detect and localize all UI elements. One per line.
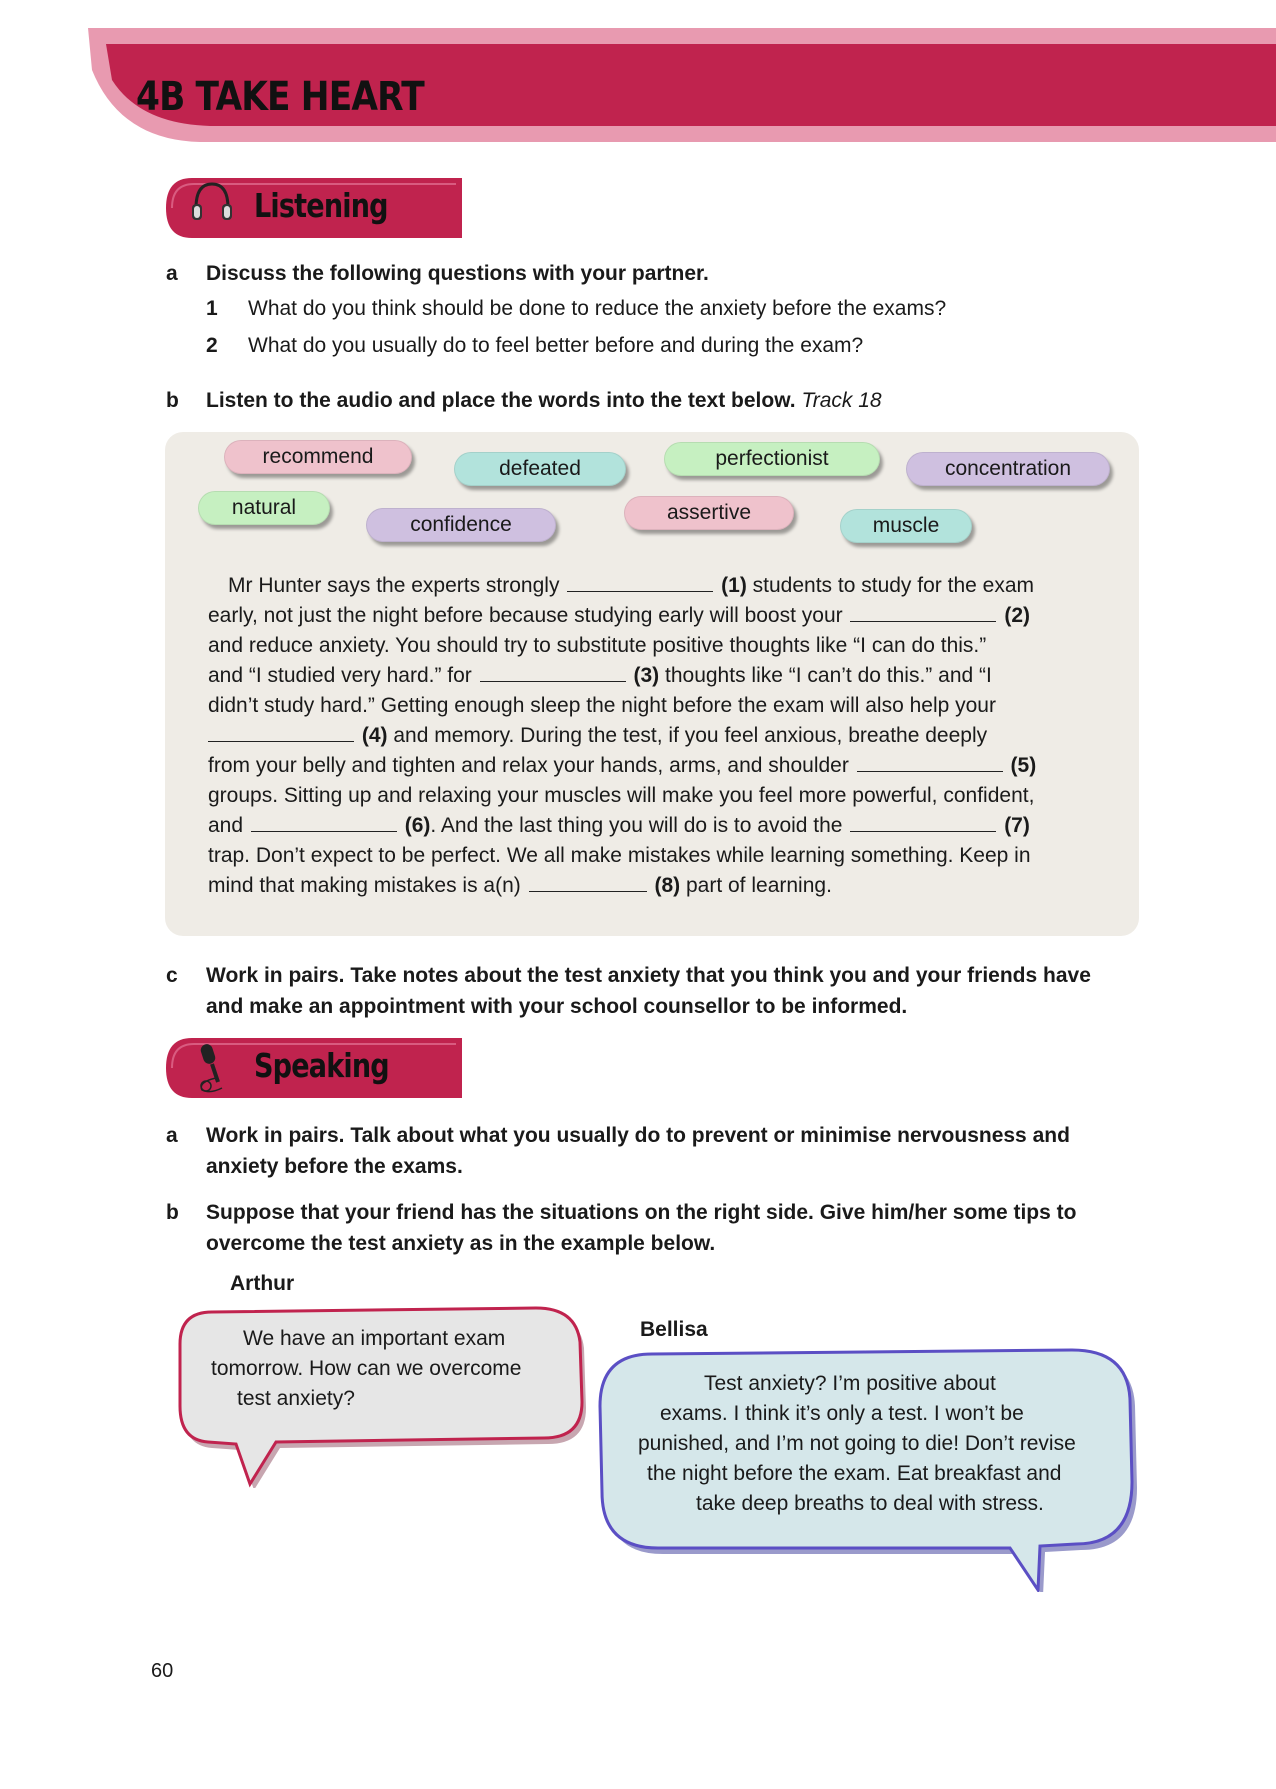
gap-text: and “I studied very hard.” for	[208, 664, 472, 687]
task-letter: b	[166, 389, 179, 412]
gap-blank-4[interactable]	[208, 724, 354, 742]
task-letter: a	[166, 262, 178, 285]
gap-text: trap. Don’t expect to be perfect. We all make mistakes while learning something. Keep in	[208, 844, 1031, 867]
task-instruction	[206, 385, 882, 416]
word-chip[interactable]: recommend	[224, 440, 412, 474]
bellisa-speech-line: punished, and I’m not going to die! Don’t revise	[638, 1432, 1076, 1455]
gap-text: part of learning.	[685, 874, 832, 897]
gap-text-line	[208, 604, 1030, 634]
gap-number: (1)	[721, 574, 747, 597]
speaker-name-bellisa: Bellisa	[640, 1318, 708, 1341]
gap-blank-8[interactable]	[529, 874, 647, 892]
word-chip[interactable]: muscle	[840, 509, 972, 543]
microphone-icon	[192, 1042, 232, 1094]
listening-heading: Listening	[254, 186, 388, 225]
arthur-speech-line: tomorrow. How can we overcome	[211, 1357, 522, 1380]
word-chip[interactable]: concentration	[906, 452, 1110, 486]
question-text: What do you think should be done to reduce the anxiety before the exams?	[248, 297, 947, 320]
gap-blank-6[interactable]	[251, 814, 397, 832]
task-instruction-line-1: Work in pairs. Talk about what you usually do to prevent or minimise nervousness and	[206, 1124, 1070, 1147]
task-instruction-text: Listen to the audio and place the words into the text below.	[206, 389, 796, 412]
gap-text-line	[208, 874, 832, 904]
gap-text-line	[208, 784, 1034, 814]
page-number: 60	[151, 1660, 174, 1682]
bellisa-speech-line: exams. I think it’s only a test. I won’t be	[660, 1402, 1024, 1425]
gap-text: and	[208, 814, 244, 837]
gap-text-line	[208, 664, 992, 694]
speaking-heading: Speaking	[254, 1046, 389, 1085]
arthur-speech-line: test anxiety?	[237, 1387, 355, 1410]
gap-text: and reduce anxiety. You should try to substitute positive thoughts like “I can do this.”	[208, 634, 987, 657]
gap-text: early, not just the night before because studying early will boost your	[208, 604, 843, 627]
listening-section-tab	[166, 178, 462, 238]
task-instruction: Discuss the following questions with your partner.	[206, 262, 709, 285]
gap-number: (8)	[654, 874, 681, 897]
gap-text: from your belly and tighten and relax your hands, arms, and shoulder	[208, 754, 849, 777]
gap-text: groups. Sitting up and relaxing your muscles will make you feel more powerful, confident,	[208, 784, 1035, 807]
gap-text-line	[208, 754, 1036, 784]
bellisa-speech-line: take deep breaths to deal with stress.	[696, 1492, 1044, 1515]
word-chip[interactable]: natural	[198, 491, 330, 525]
question-number: 1	[206, 297, 218, 320]
bellisa-speech-line: the night before the exam. Eat breakfast and	[647, 1462, 1062, 1485]
arthur-speech-line: We have an important exam	[243, 1327, 506, 1350]
gap-number: (4)	[361, 724, 388, 747]
speaker-name-arthur: Arthur	[230, 1272, 295, 1295]
task-letter: a	[166, 1124, 178, 1147]
gap-blank-5[interactable]	[857, 754, 1003, 772]
gap-number: (7)	[1004, 814, 1030, 837]
task-letter: c	[166, 964, 178, 987]
gap-text: thoughts like “I can’t do this.” and “I	[665, 664, 992, 687]
word-chip[interactable]: confidence	[366, 508, 556, 542]
gap-text-line	[208, 694, 996, 724]
word-chip[interactable]: defeated	[454, 452, 626, 486]
bellisa-speech-line: Test anxiety? I’m positive about	[704, 1372, 996, 1395]
task-letter: b	[166, 1201, 179, 1224]
word-chip[interactable]: assertive	[624, 496, 794, 530]
gap-number: (2)	[1004, 604, 1030, 627]
word-chip[interactable]: perfectionist	[664, 442, 880, 476]
gap-text-line	[228, 574, 1034, 604]
gap-text-line	[208, 634, 986, 664]
question-text: What do you usually do to feel better before and during the exam?	[248, 334, 864, 357]
gap-text: and memory. During the test, if you feel anxious, breathe deeply	[393, 724, 988, 747]
gap-number: (5)	[1010, 754, 1037, 777]
headphones-icon	[188, 178, 236, 224]
gap-number: (6)	[404, 814, 431, 837]
task-instruction-line-2: overcome the test anxiety as in the example below.	[206, 1232, 716, 1255]
track-reference: Track 18	[801, 389, 882, 412]
gap-text: students to study for the exam	[752, 574, 1034, 597]
gap-text: didn’t study hard.” Getting enough sleep the night before the exam will also help your	[208, 694, 996, 717]
task-instruction-line-1: Work in pairs. Take notes about the test anxiety that you think you and your friends have	[206, 964, 1091, 987]
gap-blank-3[interactable]	[480, 664, 626, 682]
gap-number: (3)	[633, 664, 660, 687]
gap-text-line	[208, 724, 987, 754]
task-instruction-line-2: anxiety before the exams.	[206, 1155, 463, 1178]
gap-blank-1[interactable]	[567, 574, 713, 592]
gap-blank-7[interactable]	[850, 814, 996, 832]
gap-text-line	[208, 814, 1030, 844]
gap-text-line	[208, 844, 1031, 874]
task-instruction-line-1: Suppose that your friend has the situations on the right side. Give him/her some tips to	[206, 1201, 1077, 1224]
speaking-task-a	[166, 1120, 1146, 1182]
gap-blank-2[interactable]	[850, 604, 996, 622]
task-instruction-line-2: and make an appointment with your school counsellor to be informed.	[206, 995, 908, 1018]
gap-text: mind that making mistakes is a(n)	[208, 874, 521, 897]
gap-text: Mr Hunter says the experts strongly	[228, 574, 560, 597]
listening-task-c	[166, 960, 1146, 1022]
speaking-task-b	[166, 1197, 1146, 1259]
question-number: 2	[206, 334, 218, 357]
speaking-section-tab	[166, 1038, 462, 1098]
gap-text: . And the last thing you will do is to avoid the	[430, 814, 843, 837]
page-title: 4B TAKE HEART	[136, 74, 424, 120]
